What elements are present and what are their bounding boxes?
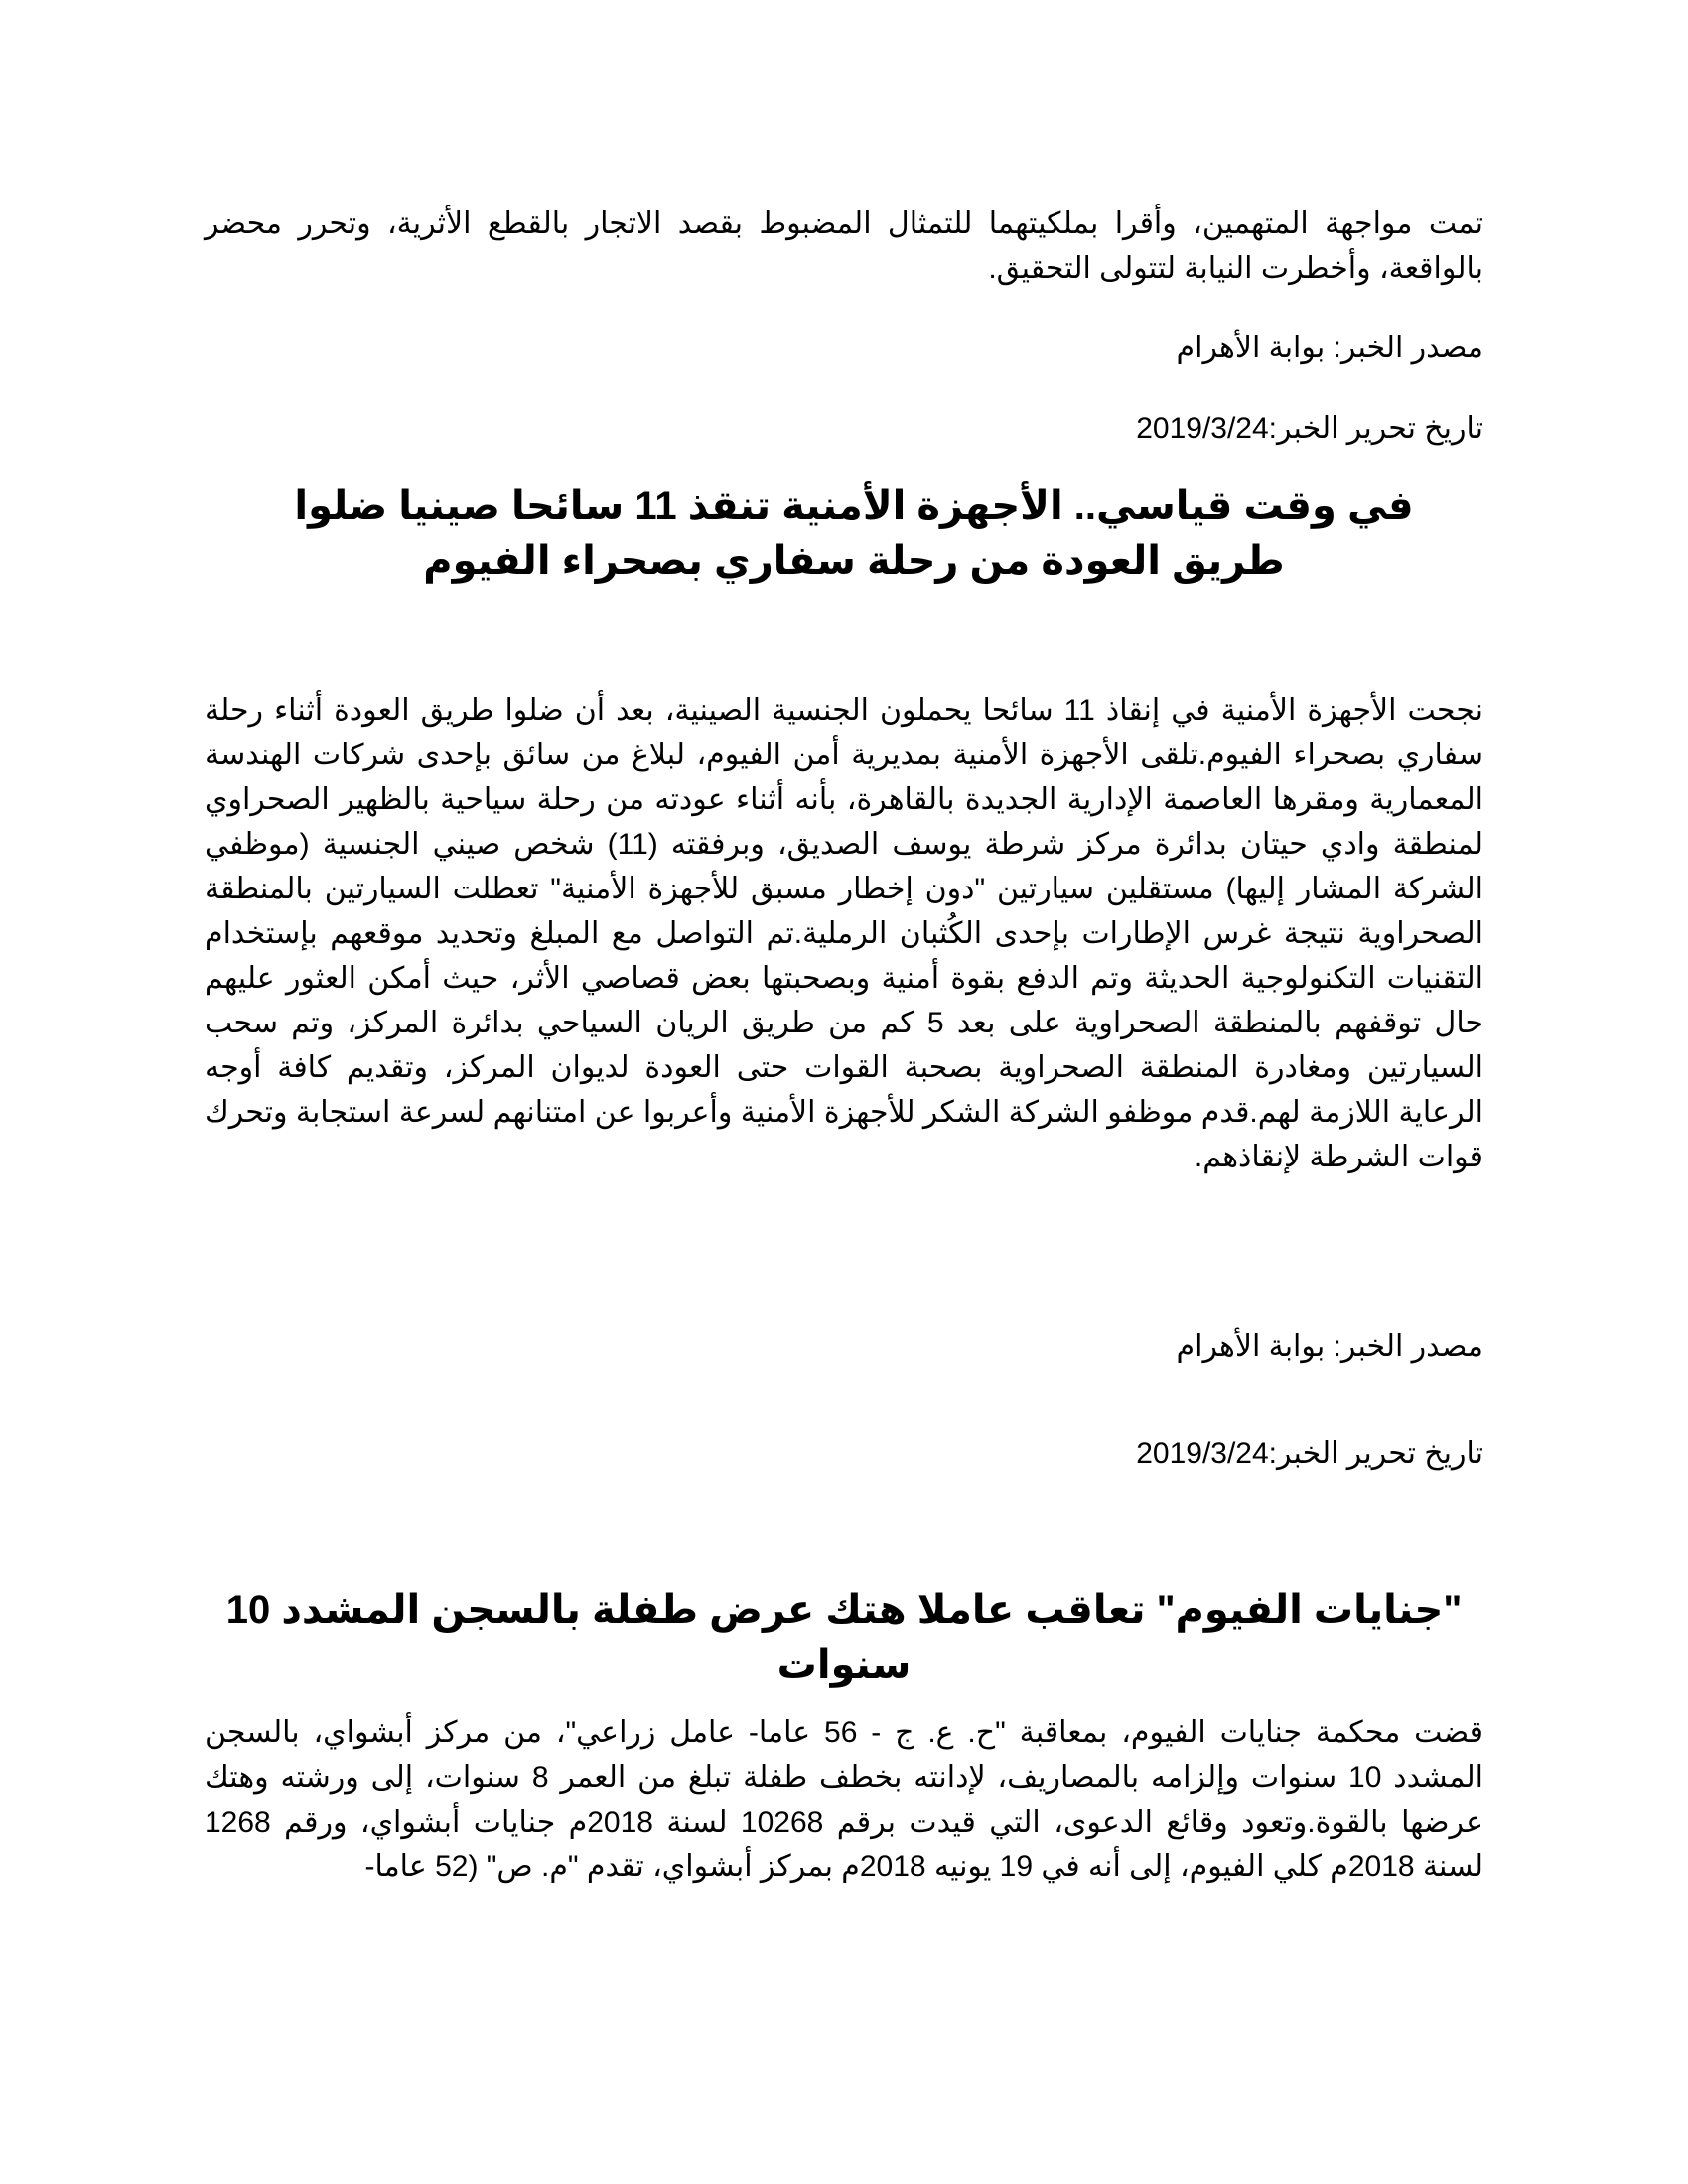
article1-source: مصدر الخبر: بوابة الأهرام [1176, 1330, 1483, 1363]
continuation-date: تاريخ تحرير الخبر:2019/3/24 [1136, 412, 1483, 445]
article2-body: قضت محكمة جنايات الفيوم، بمعاقبة "ح. ع. ج - 56 عاما- عامل زراعي"، من مركز أبشواي، بالسجن المشدد 10 سنوات وإلزامه بالمصاريف، لإدانته بخطف طفلة تبلغ من العمر 8 سنوات، إلى ورشته وهتك عرضها بالقوة.وتعود وقائع الدعوى، التي قيدت برقم 10268 لسنة 2018م جنايات أبشواي، ورقم 1268 لسنة 2018م كلي الفيوم، إلى أنه في 19 يونيه 2018م بمركز أبشواي، تقدم "م. ص" (52 عاما- [205, 1716, 1483, 1883]
article1-body: نجحت الأجهزة الأمنية في إنقاذ 11 سائحا يحملون الجنسية الصينية، بعد أن ضلوا طريق العودة أثناء رحلة سفاري بصحراء الفيوم.تلقى الأجهزة الأمنية بمديرية أمن الفيوم، لبلاغ من سائق بإحدى شركات الهندسة المعمارية ومقرها العاصمة الإدارية الجديدة بالقاهرة، بأنه أثناء عودته من رحلة سياحية بالظهير الصحراوي لمنطقة وادي حيتان بدائرة مركز شرطة يوسف الصديق، وبرفقته (11) شخص صيني الجنسية (موظفي الشركة المشار إليها) مستقلين سيارتين "دون إخطار مسبق للأجهزة الأمنية" تعطلت السيارتين بالمنطقة الصحراوية نتيجة غرس الإطارات بإحدى الكُثبان الرملية.تم التواصل مع المبلغ وتحديد موقعهم بإستخدام التقنيات التكنولوجية الحديثة وتم الدفع بقوة أمنية وبصحبتها بعض قصاصي الأثر، حيث أمكن العثور عليهم حال توقفهم بالمنطقة الصحراوية على بعد 5 كم من طريق الريان السياحي بدائرة المركز، وتم سحب السيارتين ومغادرة المنطقة الصحراوية بصحبة القوات حتى العودة لديوان المركز، وتقديم كافة أوجه الرعاية اللازمة لهم.قدم موظفو الشركة الشكر للأجهزة الأمنية وأعربوا عن امتنانهم لسرعة استجابة وتحرك قوات الشرطة لإنقاذهم. [205, 694, 1484, 1173]
continuation-paragraph: تمت مواجهة المتهمين، وأقرا بملكيتهما للتمثال المضبوط بقصد الاتجار بالقطع الأثرية، وتحرر محضر بالواقعة، وأخطرت النيابة لتتولى التحقيق. [205, 207, 1483, 285]
article1-title: في وقت قياسي.. الأجهزة الأمنية تنقذ 11 سائحا صينيا ضلوا طريق العودة من رحلة سفاري بصحراء الفيوم [294, 484, 1414, 583]
article1-date: تاريخ تحرير الخبر:2019/3/24 [1136, 1437, 1483, 1470]
continuation-source: مصدر الخبر: بوابة الأهرام [1176, 332, 1483, 364]
article2-title: "جنايات الفيوم" تعاقب عاملا هتك عرض طفلة بالسجن المشدد 10 سنوات [225, 1588, 1463, 1687]
